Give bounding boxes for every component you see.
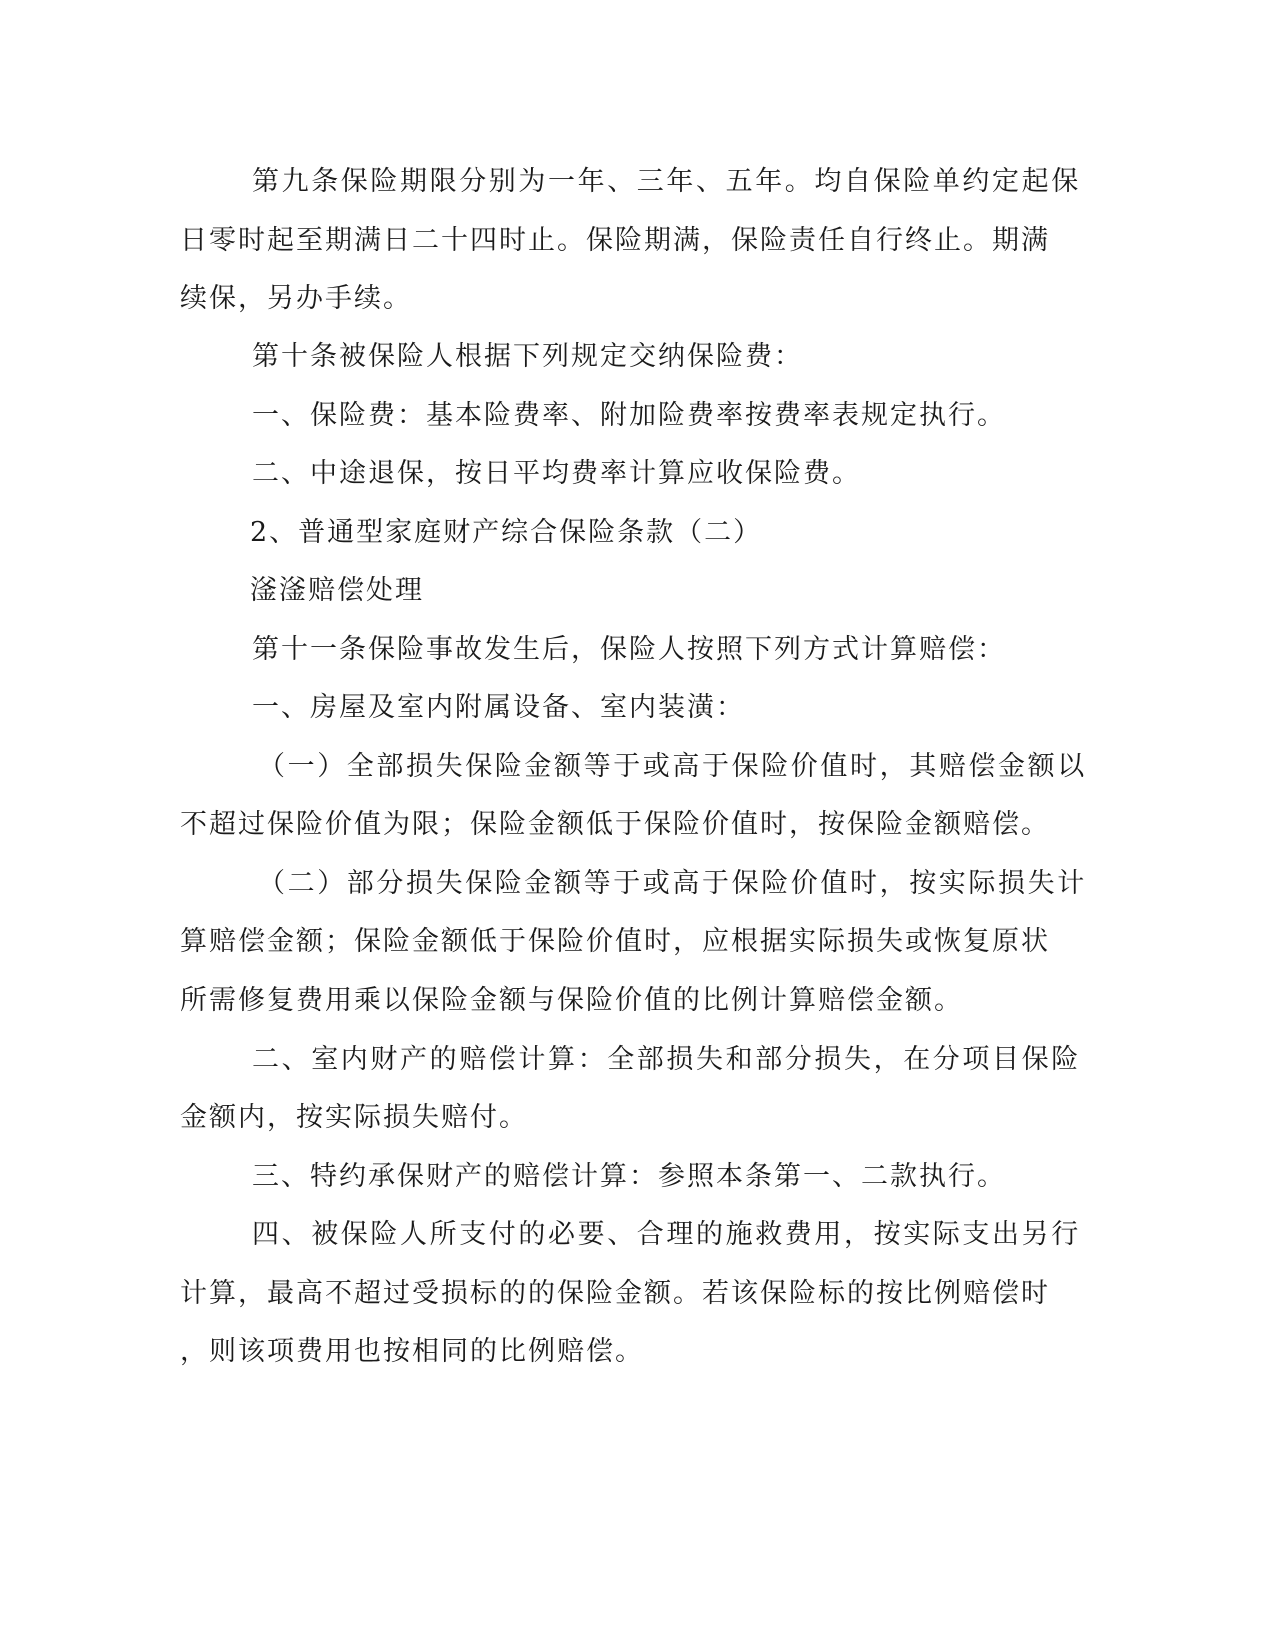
text-line: 二、室内财产的赔偿计算：全部损失和部分损失，在分项目保险 [252, 1044, 1081, 1075]
text-line: （一）全部损失保险金额等于或高于保险价值时，其赔偿金额以 [258, 751, 1087, 782]
text-line: 四、被保险人所支付的必要、合理的施救费用，按实际支出另行 [252, 1219, 1081, 1250]
section-heading: 2、普通型家庭财产综合保险条款（二） [250, 517, 763, 548]
text-line: 不超过保险价值为限；保险金额低于保险价值时，按保险金额赔偿。 [180, 809, 1050, 840]
text-line: 日零时起至期满日二十四时止。保险期满，保险责任自行终止。期满 [180, 225, 1050, 256]
text-line: 续保，另办手续。 [180, 283, 412, 314]
text-line: ，则该项费用也按相同的比例赔偿。 [180, 1336, 644, 1367]
text-line: 算赔偿金额；保险金额低于保险价值时，应根据实际损失或恢复原状 [180, 926, 1050, 957]
text-line: 三、特约承保财产的赔偿计算：参照本条第一、二款执行。 [252, 1161, 1006, 1192]
text-line: 所需修复费用乘以保险金额与保险价值的比例计算赔偿金额。 [180, 985, 963, 1016]
text-line: 计算，最高不超过受损标的的保险金额。若该保险标的按比例赔偿时 [180, 1278, 1050, 1309]
text-line: 第十一条保险事故发生后，保险人按照下列方式计算赔偿： [252, 634, 1006, 665]
text-line: 一、保险费：基本险费率、附加险费率按费率表规定执行。 [252, 400, 1006, 431]
text-line: （二）部分损失保险金额等于或高于保险价值时，按实际损失计 [258, 868, 1087, 899]
text-line: 金额内，按实际损失赔付。 [180, 1102, 528, 1133]
subsection-heading: 滏滏赔偿处理 [250, 575, 424, 606]
text-line: 第九条保险期限分别为一年、三年、五年。均自保险单约定起保 [252, 166, 1081, 197]
text-line: 一、房屋及室内附属设备、室内装潢： [252, 692, 745, 723]
text-line: 二、中途退保，按日平均费率计算应收保险费。 [252, 458, 861, 489]
text-line: 第十条被保险人根据下列规定交纳保险费： [252, 341, 803, 372]
